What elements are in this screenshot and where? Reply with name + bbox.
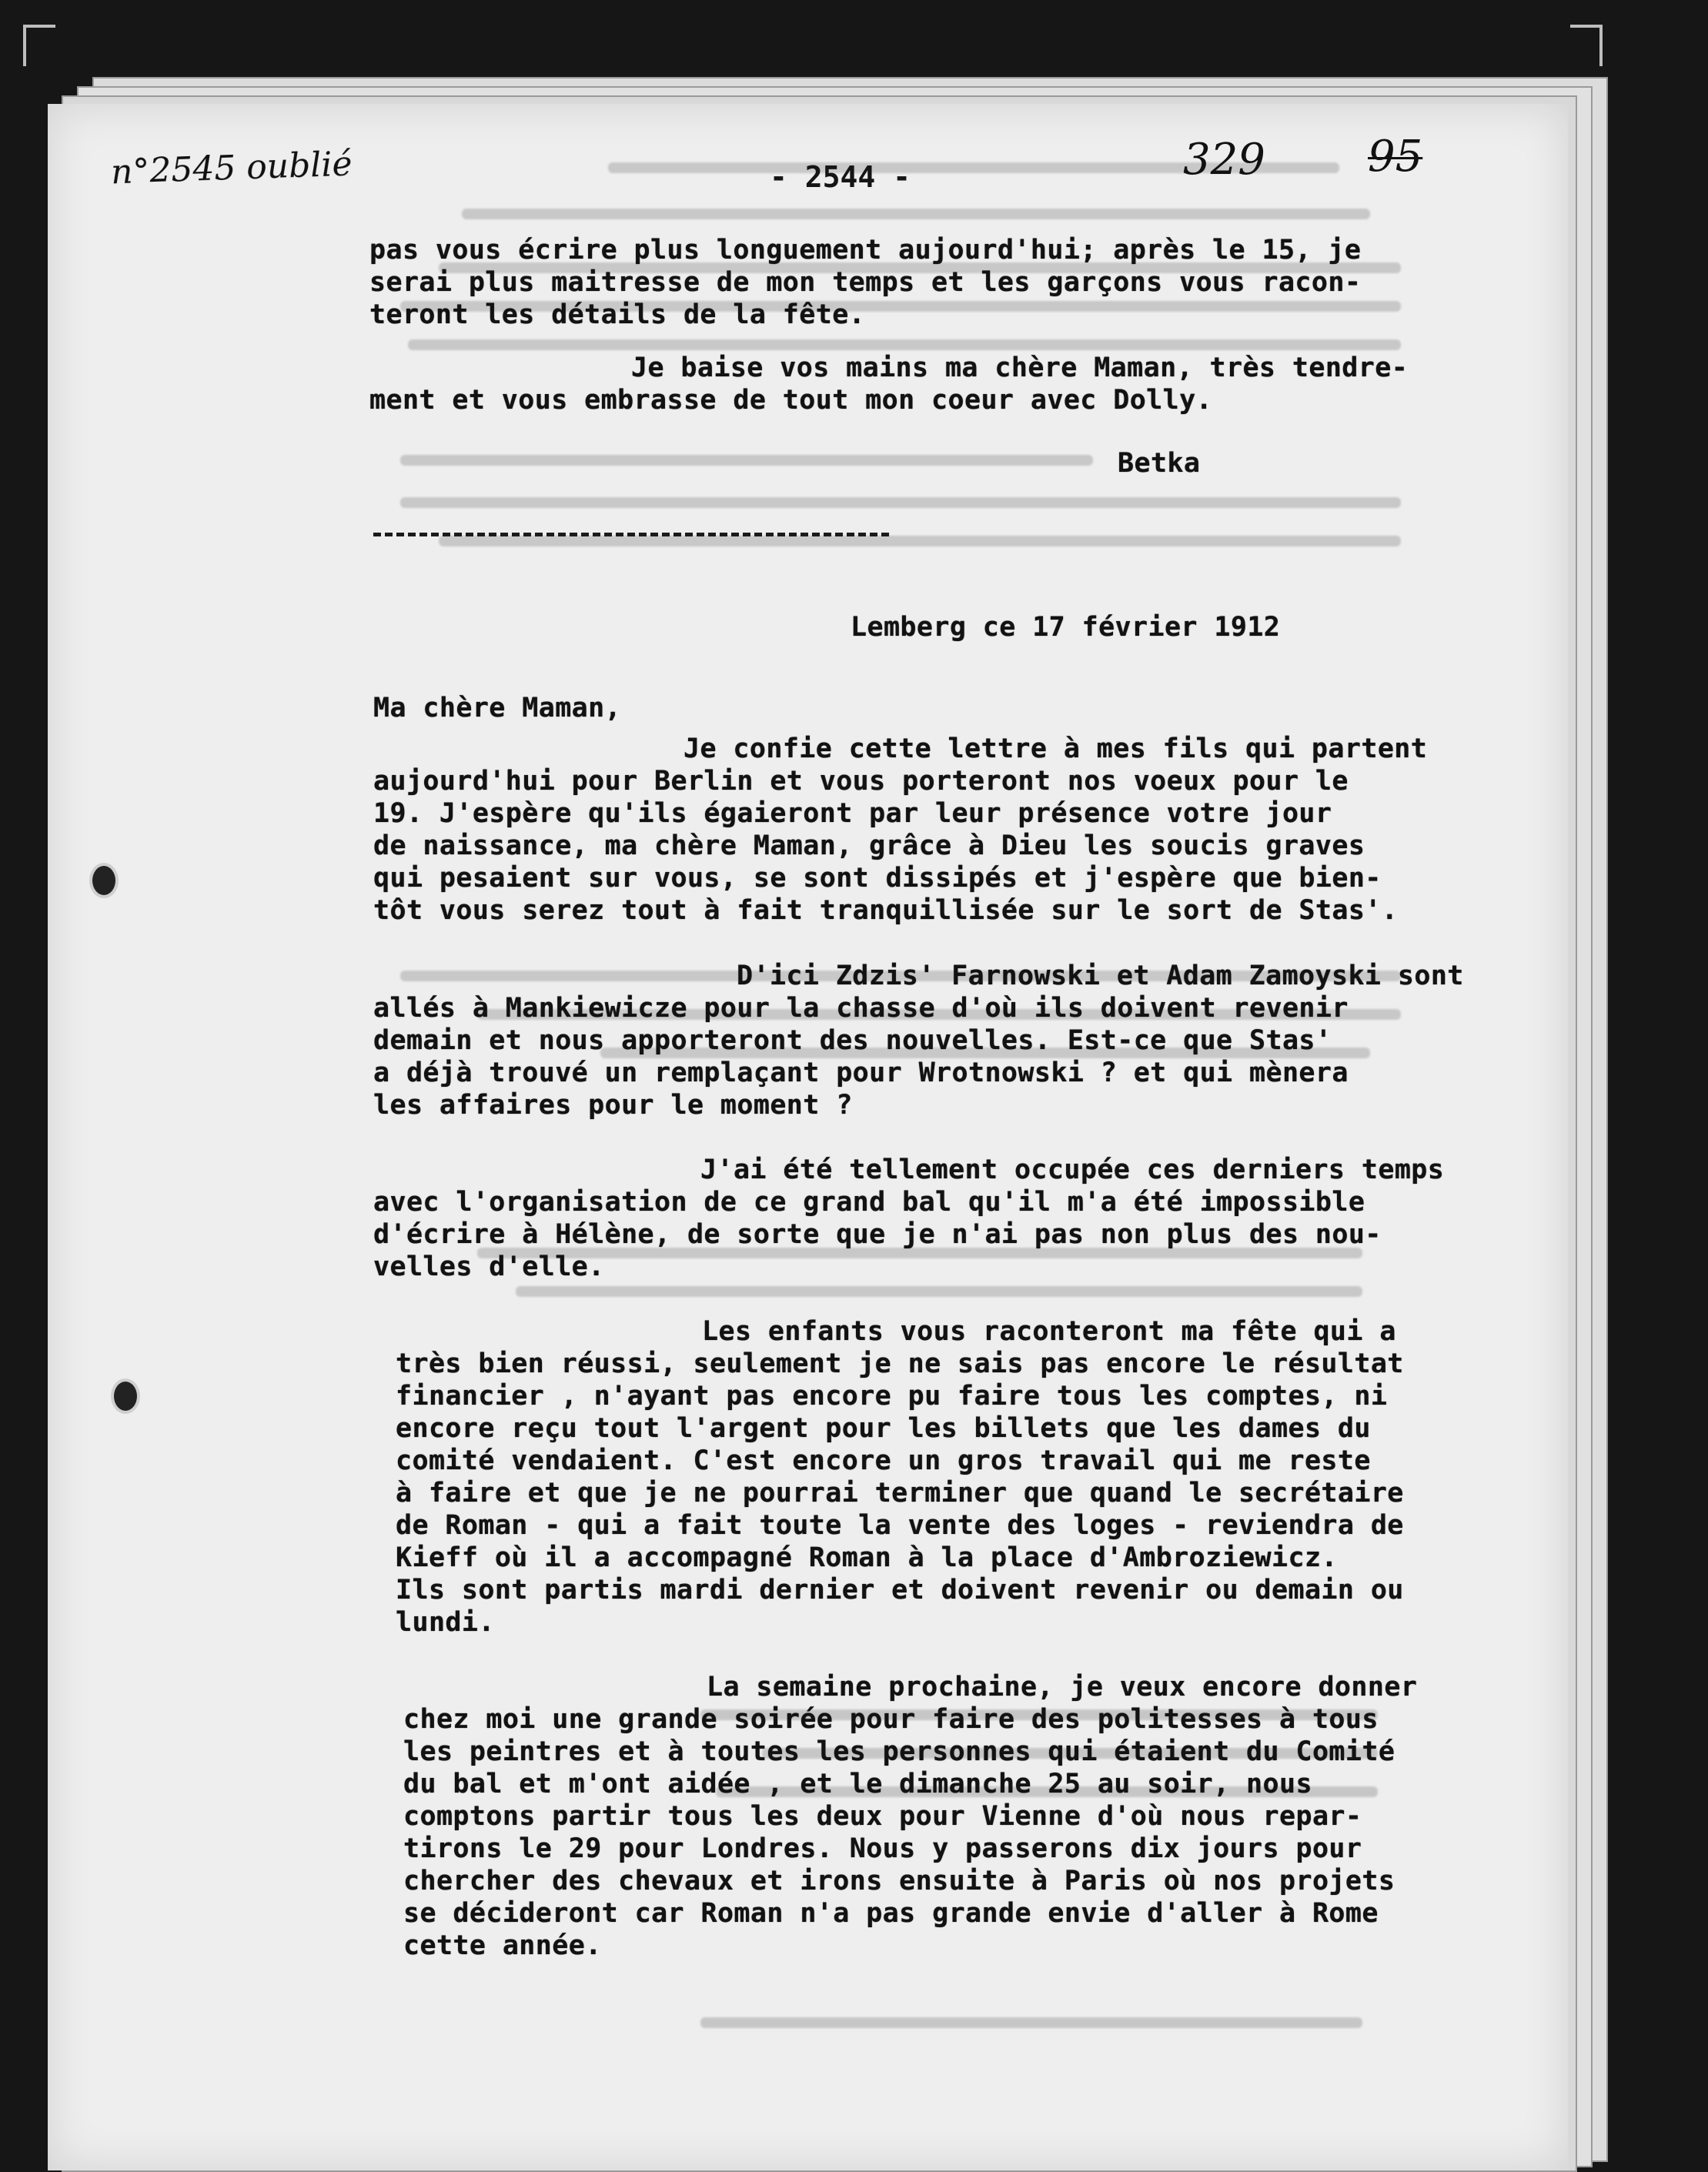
scan-corner-mark (1570, 25, 1603, 66)
text-line: Je baise vos mains ma chère Maman, très tendre- (631, 353, 1409, 383)
text-line: les peintres et à toutes les personnes qui étaient du Comité (403, 1736, 1395, 1767)
text-line: chercher des chevaux et irons ensuite à Paris où nos projets (403, 1866, 1395, 1896)
text-line: demain et nous apporteront des nouvelles. Est-ce que Stas' (373, 1025, 1332, 1056)
text-line: cette année. (403, 1930, 602, 1961)
text-line: Je confie cette lettre à mes fils qui partent (684, 733, 1428, 764)
text-line: financier , n'ayant pas encore pu faire tous les comptes, ni (396, 1381, 1388, 1412)
punch-hole (92, 866, 115, 895)
page-number: - 2544 - (770, 160, 911, 194)
text-line: très bien réussi, seulement je ne sais pas encore le résultat (396, 1348, 1404, 1379)
bleed-through-texture (685, 2010, 1378, 2056)
text-line: les affaires pour le moment ? (373, 1090, 853, 1121)
text-line: se décideront car Roman n'a pas grande envie d'aller à Rome (403, 1898, 1379, 1929)
text-line: J'ai été tellement occupée ces derniers temps (700, 1155, 1445, 1185)
scan-corner-mark (23, 25, 55, 66)
text-line: Ils sont partis mardi dernier et doivent revenir ou demain ou (396, 1575, 1404, 1606)
text-line: encore reçu tout l'argent pour les billets que les dames du (396, 1413, 1371, 1444)
text-line: avec l'organisation de ce grand bal qu'il m'a été impossible (373, 1187, 1365, 1218)
text-line: chez moi une grande soirée pour faire des politesses à tous (403, 1704, 1379, 1735)
text-line: de naissance, ma chère Maman, grâce à Dieu les soucis graves (373, 830, 1365, 861)
text-line: pas vous écrire plus longuement aujourd'hui; après le 15, je (369, 235, 1362, 266)
text-line: du bal et m'ont aidée , et le dimanche 25 au soir, nous (403, 1769, 1312, 1799)
text-line: lundi. (396, 1607, 495, 1638)
dateline: Lemberg ce 17 février 1912 (851, 612, 1281, 643)
text-line: qui pesaient sur vous, se sont dissipés et j'espère que bien- (373, 863, 1382, 894)
text-line: à faire et que je ne pourrai terminer que quand le secrétaire (396, 1478, 1404, 1509)
handwritten-note: n°2545 oublié (110, 144, 353, 192)
text-line: tôt vous serez tout à fait tranquillisée sur le sort de Stas'. (373, 895, 1399, 926)
text-line: aujourd'hui pour Berlin et vous porteront nos voeux pour le (373, 766, 1349, 797)
text-line: tirons le 29 pour Londres. Nous y passerons dix jours pour (403, 1833, 1362, 1864)
folio-number: 329 (1183, 135, 1265, 185)
text-line: velles d'elle. (373, 1251, 605, 1282)
text-line: D'ici Zdzis' Farnowski et Adam Zamoyski sont (737, 961, 1464, 991)
text-line: 19. J'espère qu'ils égaieront par leur présence votre jour (373, 798, 1332, 829)
text-line: de Roman - qui a fait toute la vente des loges - reviendra de (396, 1510, 1404, 1541)
text-line: comité vendaient. C'est encore un gros travail qui me reste (396, 1445, 1371, 1476)
text-line: Les enfants vous raconteront ma fête qui a (702, 1316, 1396, 1347)
old-folio-number: 95 (1368, 132, 1423, 182)
text-line: ment et vous embrasse de tout mon coeur avec Dolly. (369, 385, 1213, 416)
text-line: comptons partir tous les deux pour Vienne d'où nous repar- (403, 1801, 1362, 1832)
text-line: La semaine prochaine, je veux encore donner (707, 1672, 1418, 1703)
text-line: serai plus maitresse de mon temps et les garçons vous racon- (369, 267, 1362, 298)
text-line: a déjà trouvé un remplaçant pour Wrotnowski ? et qui mènera (373, 1058, 1349, 1088)
section-divider (373, 533, 889, 536)
punch-hole (114, 1382, 137, 1411)
signature: Betka (1118, 448, 1201, 479)
text-line: allés à Mankiewicze pour la chasse d'où ils doivent revenir (373, 993, 1349, 1024)
salutation: Ma chère Maman, (373, 693, 622, 723)
text-line: d'écrire à Hélène, de sorte que je n'ai pas non plus des nou- (373, 1219, 1382, 1250)
text-line: Kieff où il a accompagné Roman à la place d'Ambroziewicz. (396, 1542, 1338, 1573)
bleed-through (740, 1982, 1433, 2028)
text-line: teront les détails de la fête. (369, 299, 866, 330)
